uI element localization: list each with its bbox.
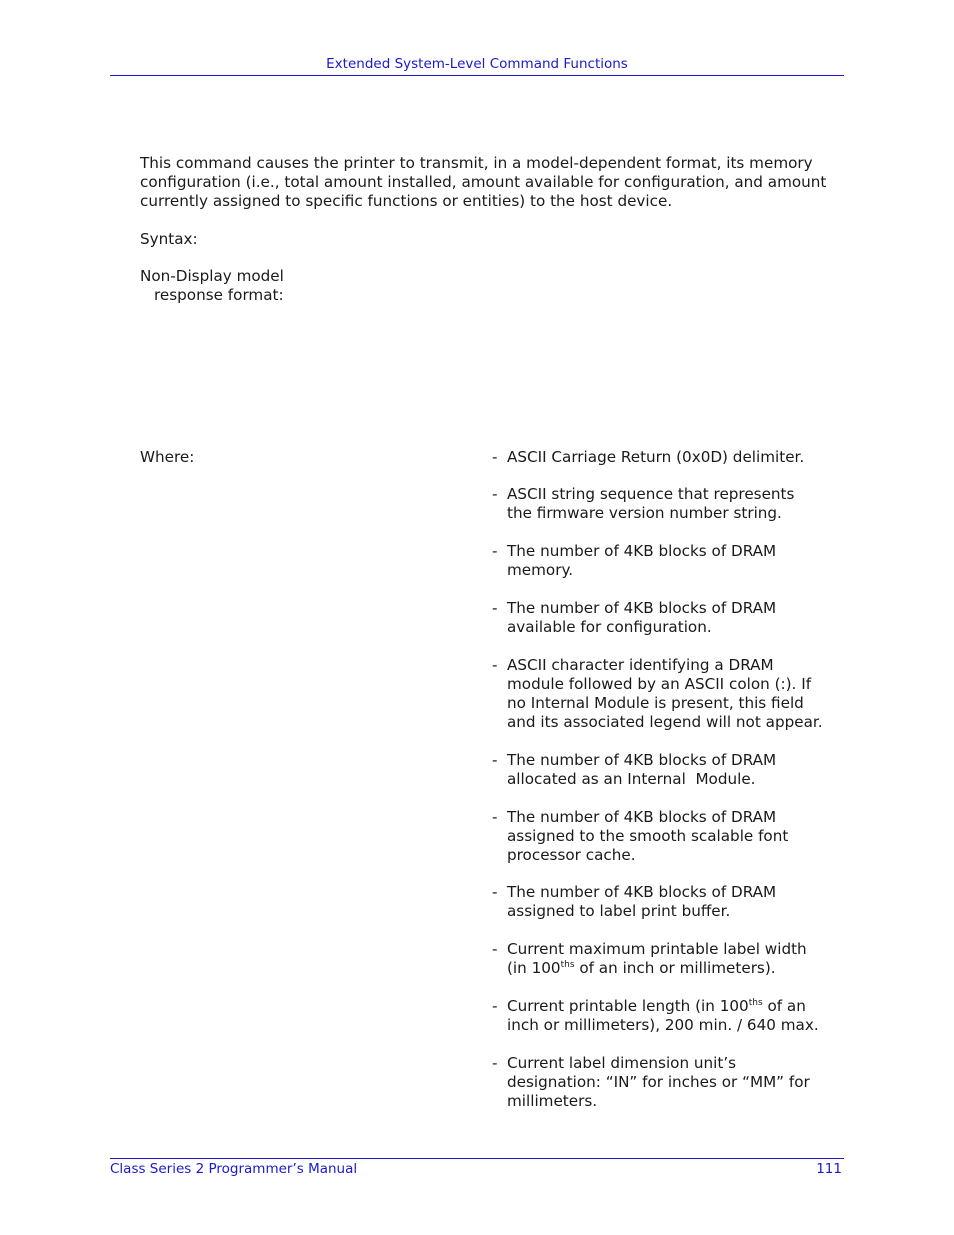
nondisplay-label: Non-Display model <box>140 267 284 285</box>
entry-dash: - <box>492 656 498 674</box>
entry-text: of an <box>762 997 806 1015</box>
page-number: 111 <box>816 1161 842 1177</box>
entry-line: Current maximum printable label width <box>507 940 807 958</box>
definition-entry <box>492 599 844 637</box>
where-label: Where: <box>140 448 195 466</box>
header-rule <box>110 75 844 76</box>
definition-entry <box>492 448 844 467</box>
manual-title: Class Series 2 Programmer’s Manual <box>110 1161 358 1177</box>
entry-dash: - <box>492 485 498 503</box>
entry-line: millimeters. <box>507 1092 598 1110</box>
entry-dash: - <box>492 808 498 826</box>
entry-dash: - <box>492 599 498 617</box>
entry-line: and its associated legend will not appear. <box>507 713 823 731</box>
entry-line: memory. <box>507 561 574 579</box>
entry-dash: - <box>492 751 498 769</box>
entry-line: assigned to the smooth scalable font <box>507 827 789 845</box>
intro-paragraph: This command causes the printer to transmit, in a model-dependent format, its memory configuration (i.e., total amount installed, amount available for configuration, and amount currently assigned to specific functions or entities) to the host device. <box>140 154 827 210</box>
entry-line: The number of 4KB blocks of DRAM <box>507 542 777 560</box>
entry-line: allocated as an Internal Module. <box>507 770 756 788</box>
definition-entry <box>492 883 844 921</box>
entry-line: Current label dimension unit’s <box>507 1054 737 1072</box>
definition-entry <box>492 940 844 978</box>
entry-dash: - <box>492 883 498 901</box>
entry-line: ASCII string sequence that represents <box>507 485 795 503</box>
entry-line: module followed by an ASCII colon (:). If <box>507 675 812 693</box>
entry-line: processor cache. <box>507 846 636 864</box>
definition-entry <box>492 997 844 1035</box>
response-format-label: response format: <box>154 286 284 304</box>
entry-dash: - <box>492 997 498 1015</box>
entry-line <box>507 997 844 1016</box>
syntax-label: Syntax: <box>140 230 198 248</box>
running-header: Extended System-Level Command Functions <box>326 56 628 72</box>
entry-text: Current printable length (in 100 <box>507 997 749 1015</box>
entry-line: The number of 4KB blocks of DRAM <box>507 751 777 769</box>
definition-entry <box>492 542 844 580</box>
entry-line: assigned to label print buffer. <box>507 902 731 920</box>
definition-entry <box>492 656 844 732</box>
entry-text: of an inch or millimeters). <box>574 959 776 977</box>
footer-rule <box>110 1158 844 1159</box>
entry-line: The number of 4KB blocks of DRAM <box>507 599 777 617</box>
entry-line: ASCII Carriage Return (0x0D) delimiter. <box>507 448 805 466</box>
entry-line <box>507 959 844 978</box>
entry-line: inch or millimeters), 200 min. / 640 max. <box>507 1016 819 1034</box>
definition-entry <box>492 1054 844 1111</box>
entry-line: available for configuration. <box>507 618 712 636</box>
entry-line: ASCII character identifying a DRAM <box>507 656 774 674</box>
definition-entry <box>492 485 844 523</box>
entry-text: (in 100 <box>507 959 561 977</box>
entry-line: no Internal Module is present, this field <box>507 694 804 712</box>
superscript: ths <box>748 998 763 1008</box>
entry-line: The number of 4KB blocks of DRAM <box>507 883 777 901</box>
entry-dash: - <box>492 542 498 560</box>
entry-dash: - <box>492 940 498 958</box>
entry-line: designation: “IN” for inches or “MM” for <box>507 1073 810 1091</box>
entry-line: the firmware version number string. <box>507 504 782 522</box>
superscript: ths <box>560 960 575 970</box>
definition-entry <box>492 808 844 865</box>
entry-line: The number of 4KB blocks of DRAM <box>507 808 777 826</box>
definition-entry <box>492 751 844 789</box>
entry-dash: - <box>492 448 498 466</box>
entry-dash: - <box>492 1054 498 1072</box>
